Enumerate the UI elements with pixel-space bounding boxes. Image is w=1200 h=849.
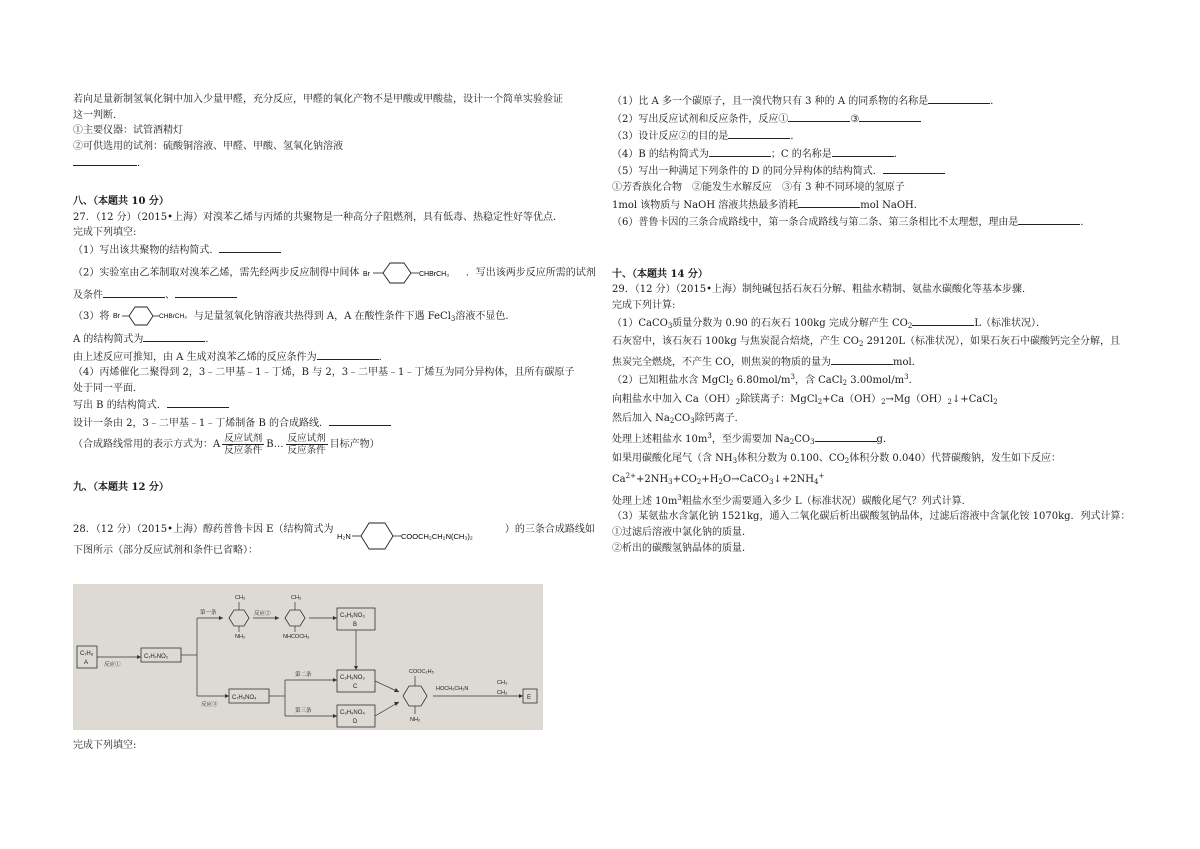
- acetamido-group: NHCOCH₃: [283, 634, 310, 640]
- amino-group: NH₂: [235, 634, 246, 640]
- q27-p3: （3）将 Br CHBrCH₃ 与足量氢氧化钠溶液共热得到 A，A 在酸性条件下遇 FeCl$_3$溶液不显色．: [73, 304, 593, 330]
- answer-blank[interactable]: [728, 127, 790, 139]
- q28-r5: （5）写出一种满足下列条件的 D 的同分异构体的结构简式．: [612, 162, 1132, 180]
- answer-blank[interactable]: [859, 110, 921, 122]
- svg-text:CHBrCH₃: CHBrCH₃: [418, 271, 449, 279]
- route-2-label: 第二条: [295, 672, 312, 678]
- q27-design: 设计一条由 2，3﹣二甲基﹣1﹣丁烯制备 B 的合成路线．: [73, 414, 593, 432]
- synthesis-scheme: [73, 584, 543, 730]
- methyl-group: CH₃: [497, 680, 508, 686]
- reaction-3-label: 反应③: [201, 702, 218, 708]
- answer-blank[interactable]: [831, 353, 893, 365]
- procaine-structure: [337, 517, 502, 551]
- intro-line-2: 这一判断．: [73, 109, 123, 121]
- q27-p2: （2）实验室由乙苯制取对溴苯乙烯，需先经两步反应制得中间体 Br CHBrCH₃ ．写出该两步反应所需的试剂: [73, 260, 593, 286]
- q29-stem: 29．（12 分）（2015•上海）制纯碱包括石灰石分解、粗盐水精制、氨盐水碳酸化等基本步骤．: [612, 284, 1032, 296]
- section-8-title: 八、（本题共 10 分）: [73, 195, 169, 207]
- answer-blank[interactable]: [73, 154, 137, 166]
- q28-r5-conditions: ①芳香族化合物 ②能发生水解反应 ③有 3 种不同环境的氢原子: [612, 181, 905, 193]
- intro-line-3: ①主要仪器：试管酒精灯: [73, 125, 183, 137]
- q28-r6: （6）普鲁卡因的三条合成路线中，第一条合成路线与第二条、第三条相比不太理想，理由是 ．: [612, 213, 1132, 231]
- svg-text:Br: Br: [362, 271, 370, 279]
- compound-c-label: C: [353, 684, 358, 690]
- q29-p2: （2）已知粗盐水含 MgCl$_2$ $6.80mol/m^3$，含 CaCl$_2$ $3.00mol/m^3$．: [612, 373, 919, 388]
- answer-blank[interactable]: [709, 145, 771, 157]
- answer-blank[interactable]: [815, 430, 877, 442]
- q29-p3-a: ①过滤后溶液中氯化钠的质量．: [612, 527, 752, 539]
- compound-b-label: B: [353, 622, 358, 628]
- left-column: [73, 92, 596, 559]
- q29-p1-cont2: 焦炭完全燃烧，不产生 CO，则焦炭的物质的量为 mol．: [612, 353, 1132, 371]
- bromo-ethylbenzene-structure-2: [113, 304, 191, 328]
- intermediate-formula: C₇H₇NO₂: [144, 654, 169, 660]
- svg-text:CHBrCH₃: CHBrCH₃: [158, 313, 187, 321]
- q29-p2-tailgas: 如果用碳酸化尾气（含 $NH_3$体积分数为 0.100、$CO_2$体积分数 0.040）代替碳酸钠，发生如下反应：: [612, 452, 1062, 465]
- q29-p2-treat: 处理上述粗盐水 $10m^3$，至少需要加 $Na_2CO_3$ g．: [612, 432, 893, 447]
- q29-p3-b: ②析出的碳酸氢钠晶体的质量．: [612, 542, 752, 554]
- compound-d-label: D: [353, 719, 358, 725]
- intro-line-5: ．: [73, 154, 593, 172]
- right-column: [612, 92, 1132, 556]
- compound-a-label: A: [84, 660, 89, 666]
- answer-blank[interactable]: [798, 196, 860, 208]
- bromo-ethylbenzene-structure: [363, 260, 463, 286]
- route-1-label: 第一条: [200, 610, 217, 616]
- answer-blank[interactable]: [912, 314, 974, 326]
- q27-p1: （1）写出该共聚物的结构简式．: [73, 241, 593, 259]
- q29-p2-question: 处理上述 $10m^3$粗盐水至少需要通入多少 L（标准状况）碳酸化尾气？列式计算．: [612, 493, 972, 507]
- answer-blank[interactable]: [175, 286, 237, 298]
- acid-intermediate-formula: C₇H₅NO₄: [232, 695, 257, 701]
- intro-line-4: ②可供选用的试剂：硫酸铜溶液、甲醛、甲酸、氢氧化钠溶液: [73, 140, 343, 152]
- section-9-title: 九、（本题共 12 分）: [73, 481, 169, 493]
- q27-b-structure: 写出 B 的结构简式．: [73, 396, 593, 414]
- q27-p4-cont: 处于同一平面．: [73, 382, 143, 394]
- q29-p3: （3）某氨盐水含氯化钠 1521kg，通入二氧化碳后析出碳酸氢钠晶体，过滤后溶液中含氯化铵 1070kg．列式计算：: [612, 511, 1131, 523]
- q27-route-notation: （合成路线常用的表示方式为：A $\frac{\text{反应试剂}}{\text{反应条件}}$ B… $\frac{\text{反应试剂}}{\text{反应条件}}$ 目标产物）: [73, 432, 380, 456]
- answer-blank[interactable]: [167, 396, 229, 408]
- q27-infer: 由上述反应可推知，由 A 生成对溴苯乙烯的反应条件为 ．: [73, 348, 593, 366]
- q29-p1: （1）CaCO$_3$质量分数为 0.90 的石灰石 100kg 完成分解产生 $CO_2$ L（标准状况）．: [612, 314, 1132, 335]
- ester-group: COOC₂H₅: [409, 669, 434, 675]
- methyl-group: CH₃: [291, 595, 302, 601]
- compound-b-formula: C₉H₉NO₃: [340, 613, 365, 619]
- q27-a-structure: A 的结构简式为 ．: [73, 330, 593, 348]
- svg-text:COOCH₂CH₂N(CH₃)₂: COOCH₂CH₂N(CH₃)₂: [400, 532, 473, 542]
- reaction-1-label: 反应①: [104, 662, 121, 668]
- amino-group: NH₂: [410, 717, 421, 723]
- q29-p2-equation: $Ca^{2+}+2NH_3+CO_2+H_2O\to CaCO_3↓+2NH_4^+$: [612, 472, 825, 487]
- answer-blank[interactable]: [1018, 213, 1080, 225]
- q28-r3: （3）设计反应②的目的是 ．: [612, 127, 1132, 145]
- route-3-label: 第三条: [295, 708, 312, 714]
- compound-e-label: E: [527, 695, 532, 701]
- q28-fill: 完成下列填空:: [73, 740, 137, 751]
- compound-a-formula: C₇H₈: [80, 651, 94, 657]
- q28-r5-naoh: 1mol 该物质与 NaOH 溶液共热最多消耗 mol NaOH．: [612, 196, 1132, 214]
- answer-blank[interactable]: [788, 110, 850, 122]
- q27-p2-cont: 及条件 、: [73, 286, 593, 304]
- q27-stem: 27．（12 分）（2015•上海）对溴苯乙烯与丙烯的共聚物是一种高分子阻燃剂，具有低毒、热稳定性好等优点．: [73, 211, 563, 223]
- q29-p2-mg: 向粗盐水中加入 $Ca(OH)_2$除镁离子：$MgCl_2+Ca(OH)_2\to Mg(OH)_2↓+CaCl_2$: [612, 393, 998, 406]
- answer-blank[interactable]: [883, 162, 945, 174]
- answer-blank[interactable]: [928, 92, 990, 104]
- compound-c-formula: C₉H₉NO₃: [340, 675, 365, 681]
- q27-fill: 完成下列填空:: [73, 227, 137, 239]
- reaction-2-label: 反应②: [254, 611, 271, 617]
- answer-blank[interactable]: [219, 241, 281, 253]
- svg-text:H₂N: H₂N: [336, 532, 351, 542]
- section-10-title: 十、（本题共 14 分）: [612, 268, 708, 280]
- q28-stem-cont: 下图所示（部分反应试剂和条件已省略）：: [73, 545, 258, 557]
- methyl-group: CH₃: [235, 595, 246, 601]
- compound-d-formula: C₉H₉NO₄: [340, 710, 365, 716]
- q27-p4: （4）丙烯催化二聚得到 2，3﹣二甲基﹣1﹣丁烯，B 与 2，3﹣二甲基﹣1﹣丁烯互为同分异构体，且所有碳原子: [73, 367, 575, 379]
- answer-blank[interactable]: [317, 348, 379, 360]
- q29-p1-cont: 石灰窑中，该石灰石 100kg 与焦炭混合焙烧，产生 $CO_2$ 29120L（标准状况），如果石灰石中碳酸钙完全分解，且: [612, 336, 1121, 349]
- q28-r1: （1）比 A 多一个碳原子，且一溴代物只有 3 种的 A 的同系物的名称是 ．: [612, 92, 1132, 110]
- answer-blank[interactable]: [143, 330, 205, 342]
- answer-blank[interactable]: [103, 286, 165, 298]
- answer-blank[interactable]: [329, 414, 391, 426]
- svg-text:Br: Br: [112, 313, 120, 321]
- answer-blank[interactable]: [832, 145, 894, 157]
- q28-r2: （2）写出反应试剂和反应条件，反应① ③: [612, 110, 1132, 128]
- amino-alcohol-reagent: HOCH₂CH₂N: [436, 686, 469, 692]
- q29-p2-ca: 然后加入 $Na_2CO_3$除钙离子．: [612, 412, 745, 425]
- q29-calc: 完成下列计算:: [612, 299, 676, 311]
- q28-stem: 28．（12 分）（2015•上海）醇药普鲁卡因 E（结构简式为 H₂N COOCH₂CH₂N(CH₃)₂ ）的三条合成路线如: [73, 509, 593, 543]
- methyl-group: CH₃: [497, 690, 508, 696]
- q28-r4: （4）B 的结构简式为 ；C 的名称是 ．: [612, 145, 1132, 163]
- intro-line-1: 若向足量新制氢氧化铜中加入少量甲醛，充分反应，甲醛的氧化产物不是甲酸或甲酸盐，设计一个简单实验验证: [73, 94, 563, 105]
